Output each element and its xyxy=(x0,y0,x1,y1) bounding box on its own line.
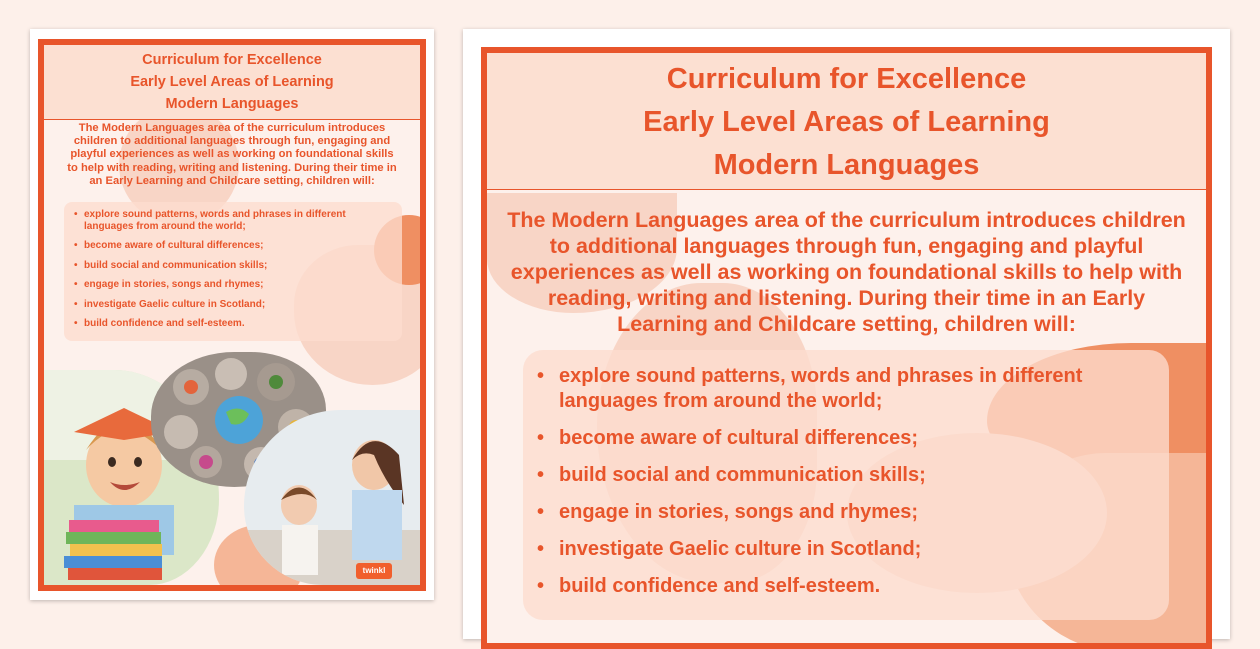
twinkl-logo: twinkl xyxy=(356,563,392,579)
poster-detail-sheet[interactable] xyxy=(463,29,1230,639)
list-item: • become aware of cultural differences; xyxy=(537,426,1149,451)
poster-title-line: Curriculum for Excellence xyxy=(142,52,322,68)
poster-title-band xyxy=(487,53,1206,190)
list-item: • explore sound patterns, words and phrases in different languages from around the world; xyxy=(537,364,1149,414)
poster-thumbnail xyxy=(38,39,426,591)
poster-bullet-list xyxy=(523,350,1169,620)
list-item: • build social and communication skills; xyxy=(537,463,1149,488)
list-item: • build confidence and self-esteem. xyxy=(74,318,392,330)
poster-title-line: Early Level Areas of Learning xyxy=(130,74,334,90)
list-item: • build social and communication skills; xyxy=(74,260,392,272)
poster-detail xyxy=(481,47,1212,649)
list-item: • become aware of cultural differences; xyxy=(74,240,392,252)
poster-bullet-list xyxy=(64,202,402,341)
list-item: • investigate Gaelic culture in Scotland; xyxy=(74,299,392,311)
poster-thumbnail-sheet[interactable] xyxy=(30,29,434,600)
list-item: • build confidence and self-esteem. xyxy=(537,574,1149,599)
list-item: • engage in stories, songs and rhymes; xyxy=(537,500,1149,525)
poster-title-line: Early Level Areas of Learning xyxy=(643,106,1050,138)
poster-title-line: Modern Languages xyxy=(165,96,299,112)
poster-title-line: Modern Languages xyxy=(713,149,980,181)
poster-intro-text: The Modern Languages area of the curriculum introduces children to additional languages through fun, engaging and playful experiences as well as working on foundational skills to help with reading, writing and listening. During their time in an Early Learning and Childcare setting, children will: xyxy=(507,208,1186,336)
poster-intro-text: The Modern Languages area of the curriculum introduces children to additional languages through fun, engaging and playful experiences as well as working on foundational skills to help with reading, writing and listening. During their time in an Early Learning and Childcare setting, children will: xyxy=(67,122,397,187)
list-item: • investigate Gaelic culture in Scotland; xyxy=(537,537,1149,562)
list-item: • explore sound patterns, words and phrases in different languages from around the world; xyxy=(74,209,392,232)
list-item: • engage in stories, songs and rhymes; xyxy=(74,279,392,291)
poster-title-band xyxy=(44,45,420,120)
poster-title-line: Curriculum for Excellence xyxy=(666,63,1027,95)
